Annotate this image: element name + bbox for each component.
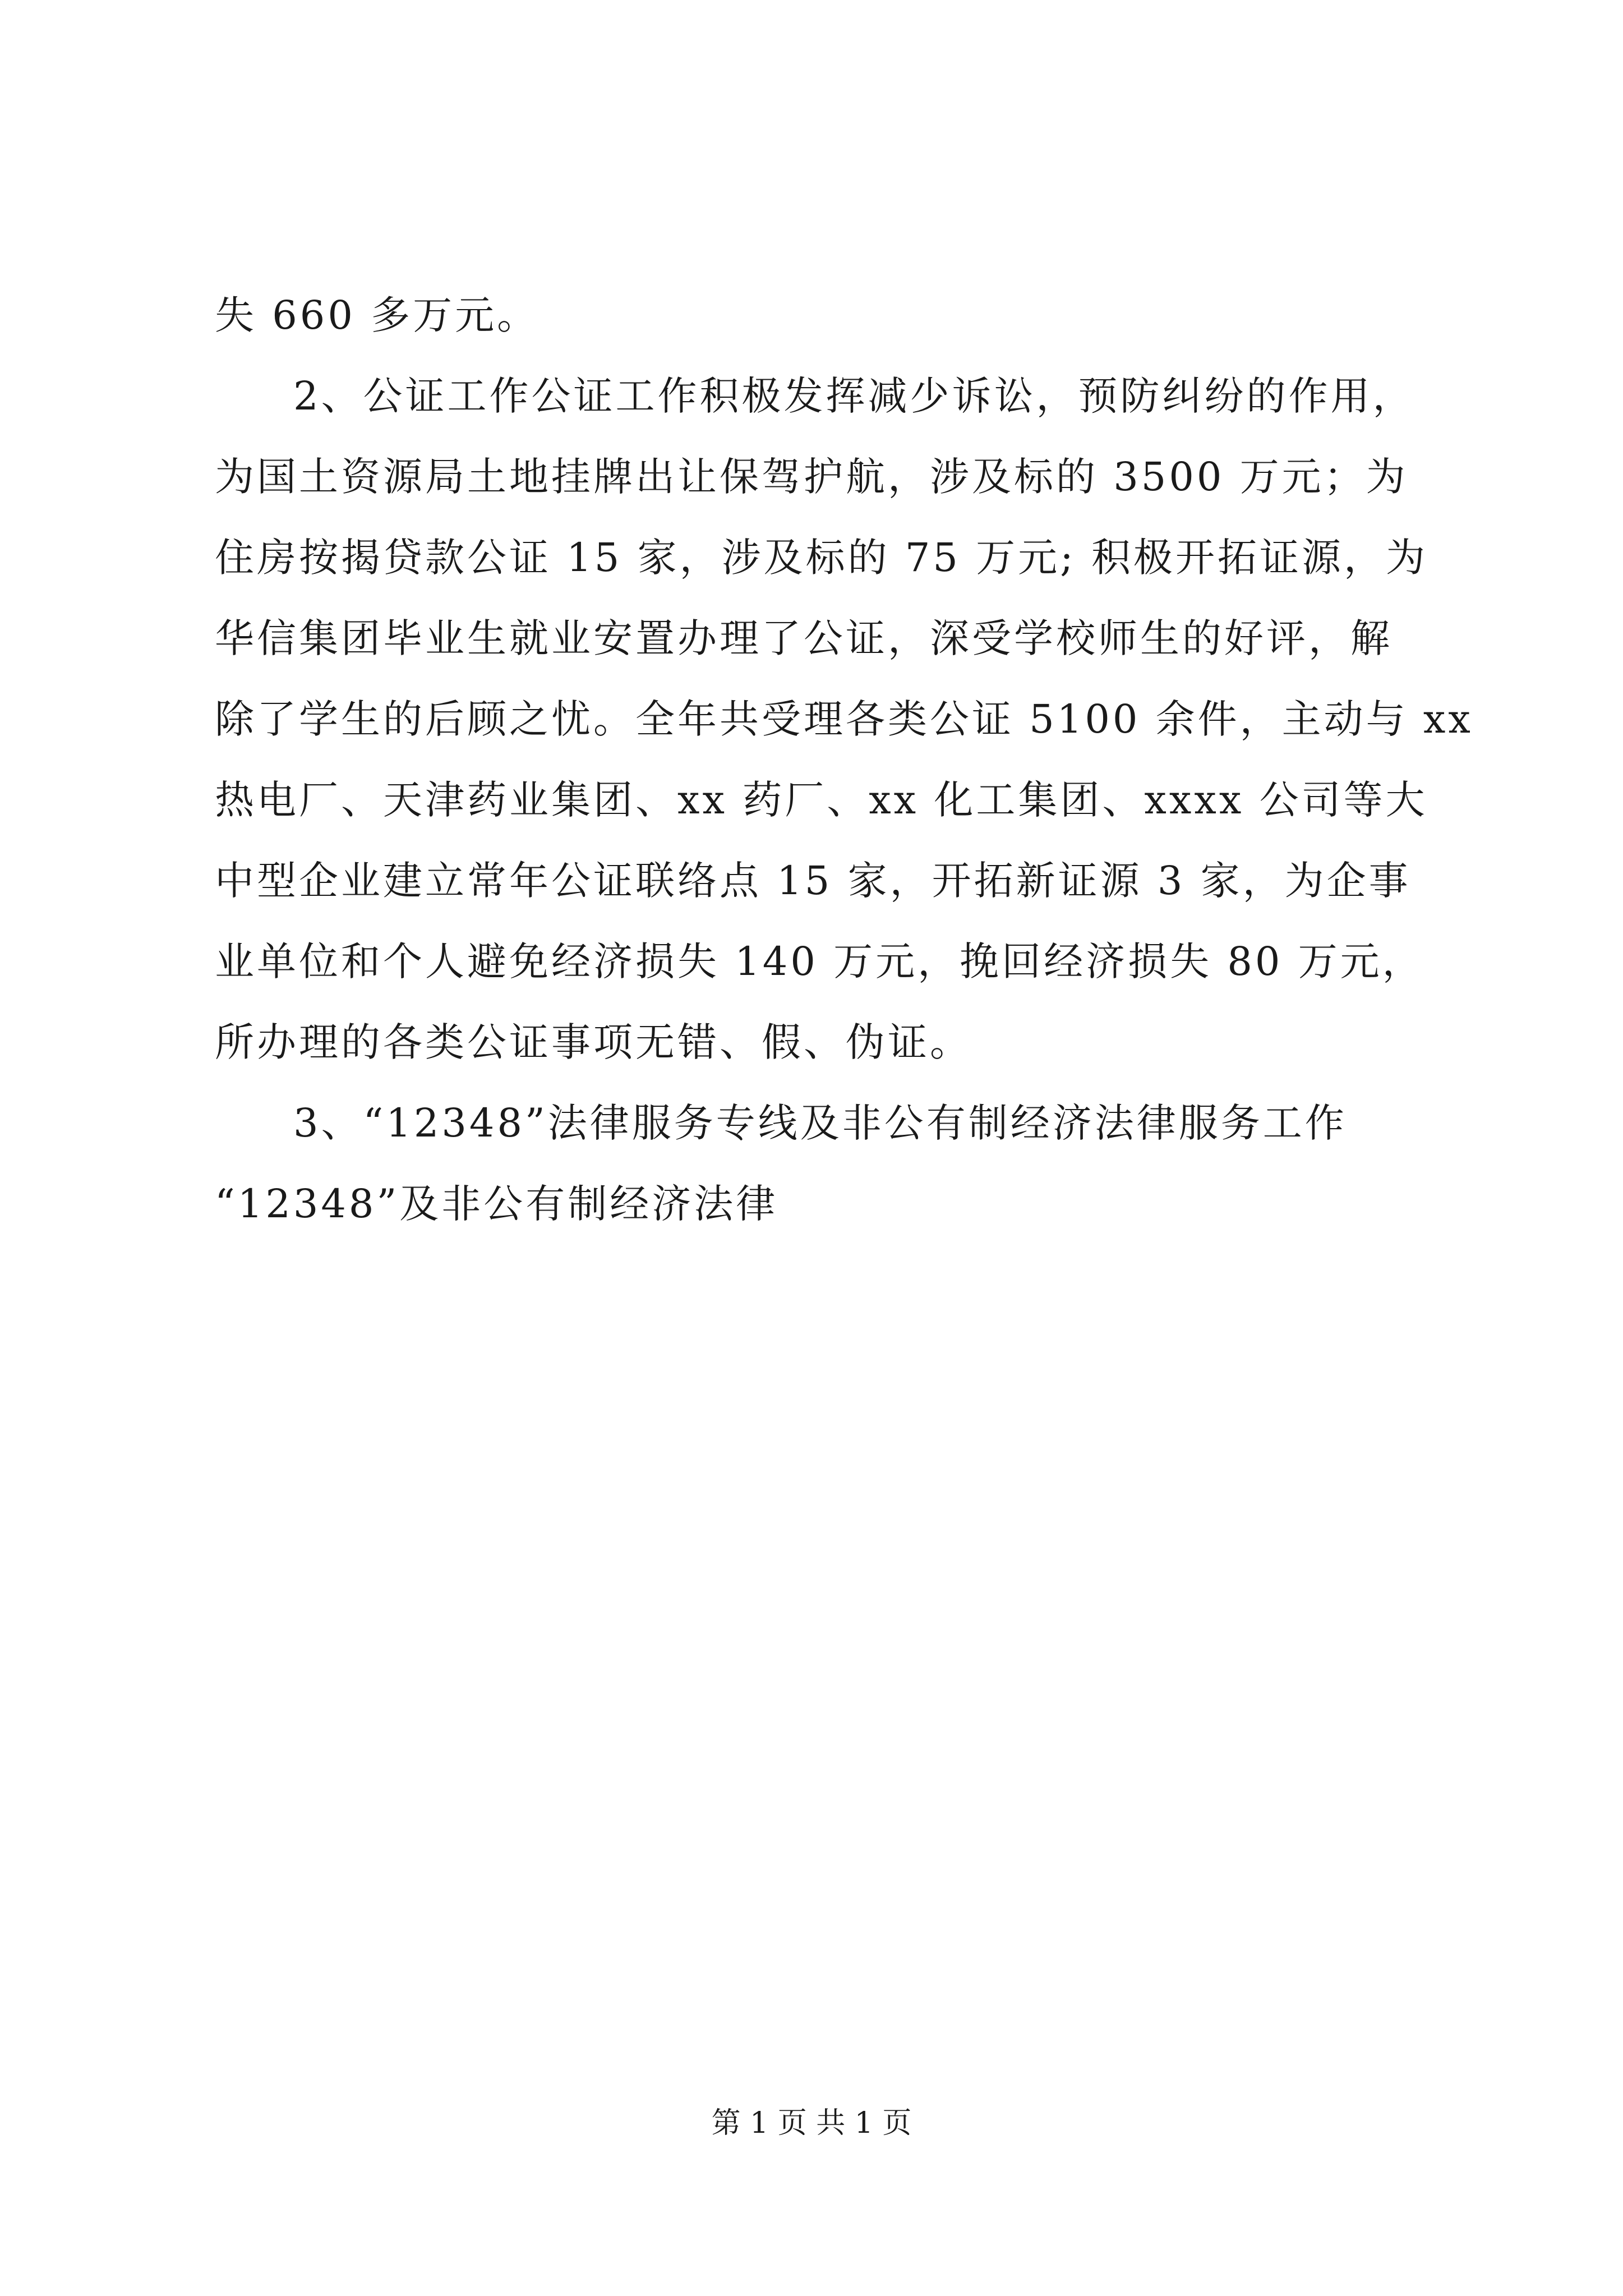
paragraph-line: 热电厂、天津药业集团、xx 药厂、xx 化工集团、xxxx 公司等大 xyxy=(215,777,1428,823)
page-footer: 第 1 页 共 1 页 xyxy=(711,2106,912,2140)
paragraph-line: 所办理的各类公证事项无错、假、伪证。 xyxy=(215,1019,972,1065)
paragraph-line: 为国土资源局土地挂牌出让保驾护航，涉及标的 3500 万元；为 xyxy=(215,454,1408,500)
paragraph-line: 2、公证工作公证工作积极发挥减少诉讼，预防纠纷的作用， xyxy=(293,373,1415,419)
paragraph-line: 华信集团毕业生就业安置办理了公证，深受学校师生的好评，解 xyxy=(215,615,1393,661)
paragraph-line: 住房按揭贷款公证 15 家，涉及标的 75 万元; 积极开拓证源，为 xyxy=(215,535,1428,581)
paragraph-line: “12348”及非公有制经济法律 xyxy=(215,1181,778,1227)
paragraph-line: 失 660 多万元。 xyxy=(215,292,540,338)
paragraph-line: 除了学生的后顾之忧。全年共受理各类公证 5100 余件，主动与 xx xyxy=(215,696,1473,742)
paragraph-line: 3、“12348”法律服务专线及非公有制经济法律服务工作 xyxy=(293,1100,1347,1146)
paragraph-line: 中型企业建立常年公证联络点 15 家，开拓新证源 3 家，为企事 xyxy=(215,858,1411,904)
paragraph-line: 业单位和个人避免经济损失 140 万元，挽回经济损失 80 万元， xyxy=(215,938,1424,984)
document-body xyxy=(215,275,1473,1244)
